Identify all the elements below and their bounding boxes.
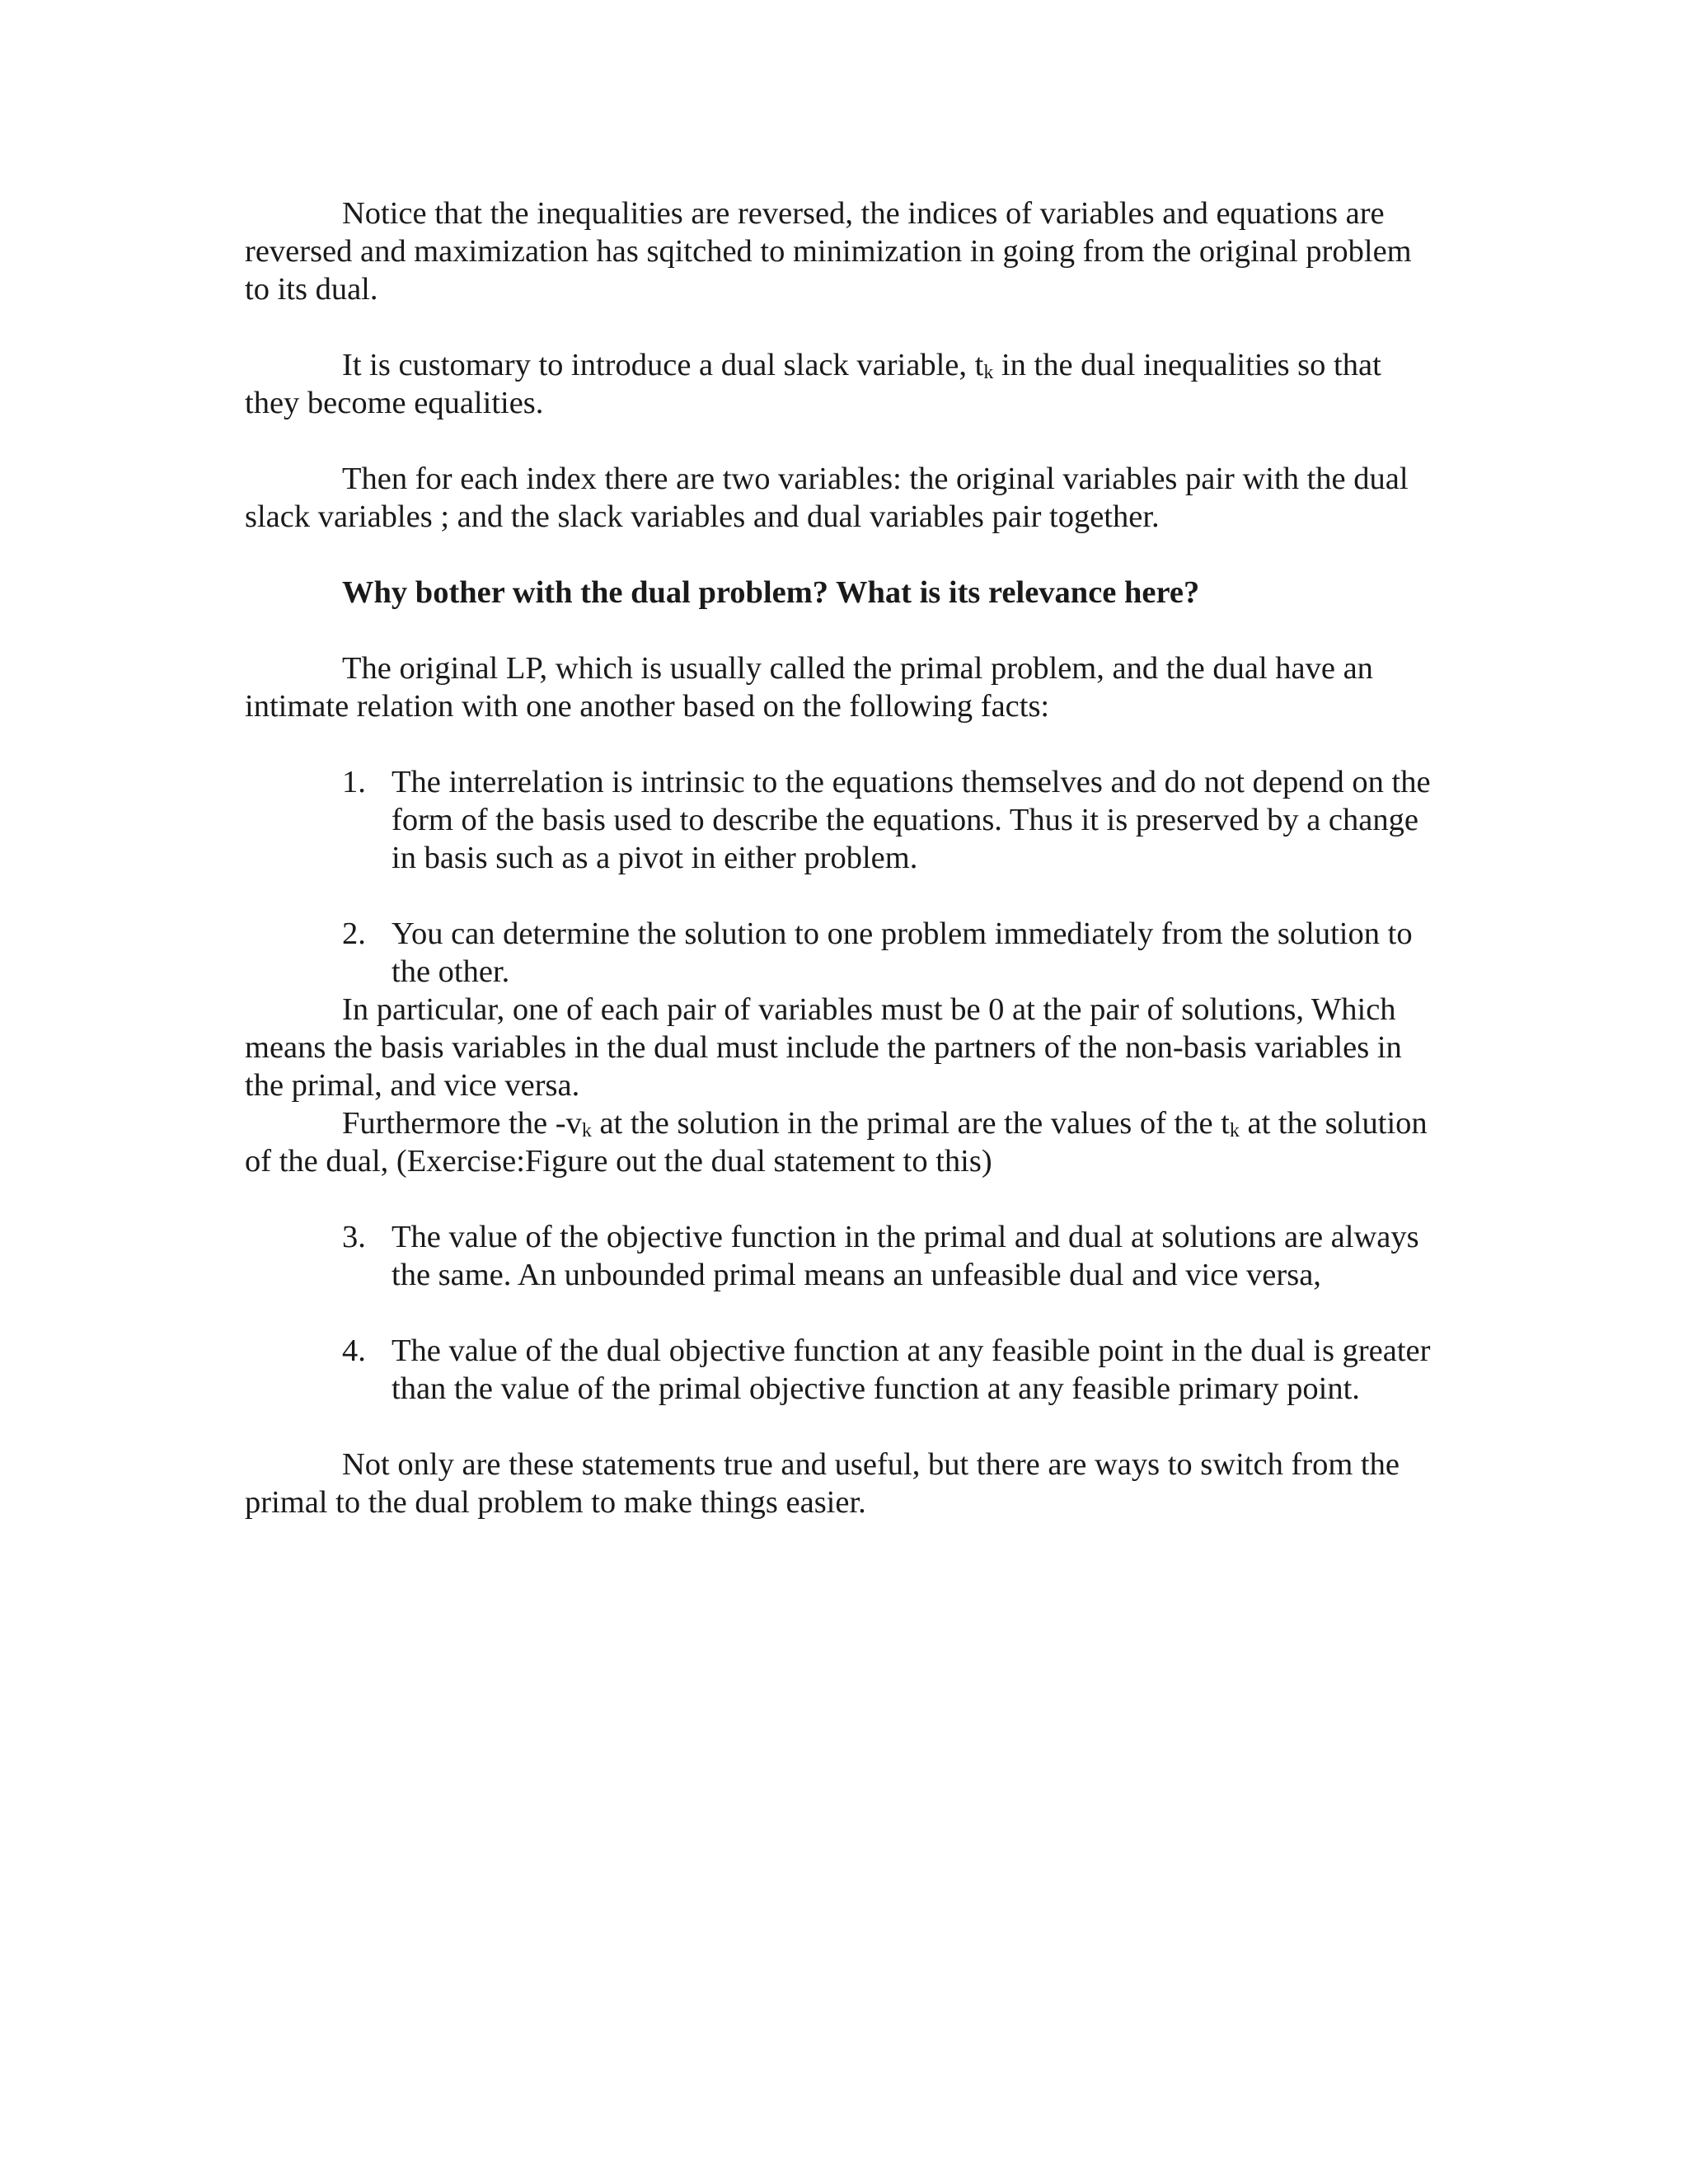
- list-item-text: The value of the objective function in the primal and dual at solutions are always the same. An unbounded primal means an unfeasible dual and vice versa,: [392, 1220, 1419, 1292]
- paragraph-text: in the dual inequalities so that they become equalities.: [245, 348, 1381, 420]
- paragraph-text: Furthermore the -v: [342, 1106, 582, 1141]
- list-number: 2.: [342, 916, 366, 951]
- list-item: [245, 915, 1440, 991]
- list-item: [245, 1218, 1440, 1294]
- subscript: k: [983, 362, 994, 383]
- paragraph-text: It is customary to introduce a dual slack variable, t: [342, 348, 984, 382]
- list-item: [245, 763, 1440, 877]
- paragraph-text: at the solution of the dual, (Exercise:Figure out the dual statement to this): [245, 1106, 1428, 1179]
- paragraph-inequalities-reversed: Notice that the inequalities are reversed, the indices of variables and equations are reversed and maximization has sqitched to minimization in going from the original problem to its dual.: [245, 196, 1412, 307]
- document-page: [245, 194, 1440, 1521]
- paragraph-pair-of-solutions: In particular, one of each pair of variables must be 0 at the pair of solutions, Which means the basis variables in the dual must include the partners of the non-basis variables in the primal, and vice versa.: [245, 992, 1402, 1103]
- paragraph-variable-pairs: Then for each index there are two variables: the original variables pair with the dual slack variables ; and the slack variables and dual variables pair together.: [245, 462, 1409, 534]
- list-item: [245, 1332, 1440, 1408]
- list-item-text: You can determine the solution to one problem immediately from the solution to the other.: [392, 916, 1413, 989]
- paragraph-closing: Not only are these statements true and useful, but there are ways to switch from the primal to the dual problem to make things easier.: [245, 1447, 1400, 1520]
- list-item-text: The value of the dual objective function at any feasible point in the dual is greater than the value of the primal objective function at any feasible primary point.: [392, 1333, 1431, 1406]
- paragraph-text: at the solution in the primal are the values of the t: [591, 1106, 1230, 1141]
- subscript: k: [1229, 1120, 1240, 1141]
- section-heading: Why bother with the dual problem? What is its relevance here?: [342, 575, 1200, 610]
- list-number: 1.: [342, 765, 366, 799]
- paragraph-primal-dual-relation: The original LP, which is usually called the primal problem, and the dual have an intimate relation with one another based on the following facts:: [245, 651, 1373, 724]
- paragraph-dual-slack-variable: [245, 346, 1440, 422]
- list-item-text: The interrelation is intrinsic to the equations themselves and do not depend on the form of the basis used to describe the equations. Thus it is preserved by a change in basis such as a pivot in either problem.: [392, 765, 1431, 875]
- subscript: k: [581, 1120, 592, 1141]
- paragraph-furthermore: [245, 1104, 1440, 1180]
- list-number: 3.: [342, 1220, 366, 1254]
- list-number: 4.: [342, 1333, 366, 1368]
